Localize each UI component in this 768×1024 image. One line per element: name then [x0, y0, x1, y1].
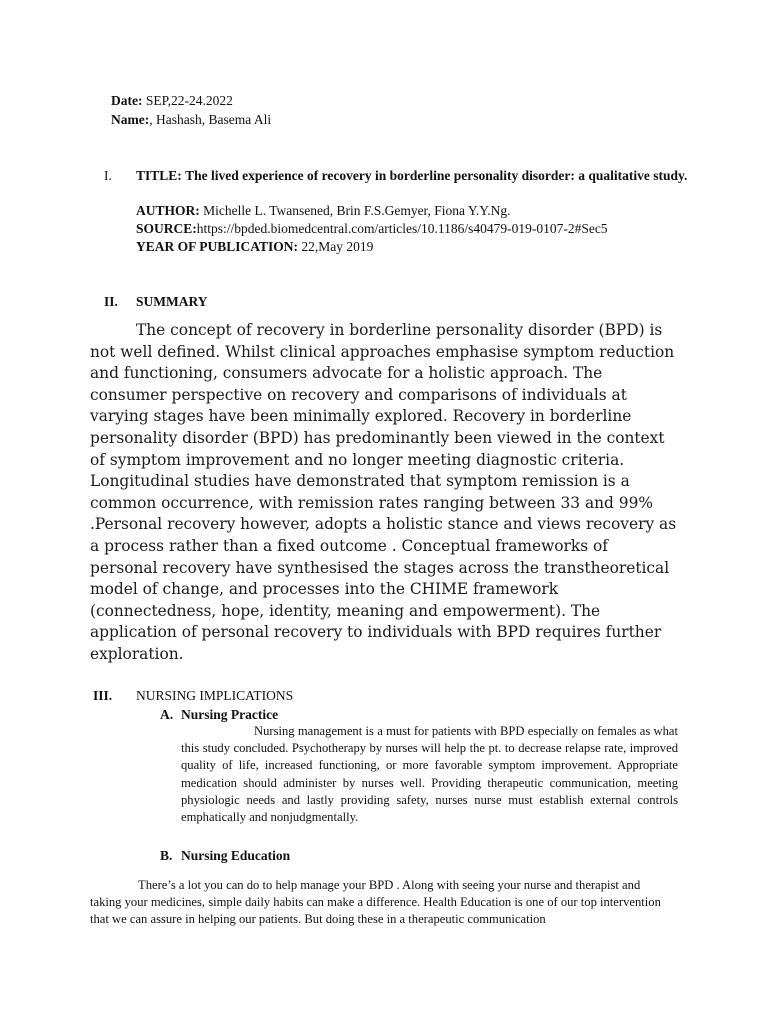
name-label: Name:: [111, 112, 150, 127]
section-2-numeral: II.: [104, 294, 118, 309]
subsection-b-label: B.: [160, 848, 173, 863]
author-label: AUTHOR:: [136, 203, 200, 218]
section-1-numeral: I.: [104, 168, 112, 183]
title-line: [136, 167, 706, 184]
nursing-practice-body: Nursing management is a must for patients with BPD especially on females as what this study concluded. Psychotherapy by nurses will help the pt. to decrease relapse rate, improved quality of life, increased functioning, or more favorable symptom improvement. Appropriate medication should administer by nurses well. Providing therapeutic communication, meeting physiologic needs and lastly providing safety, nurses nurse must establish external controls emphatically and nonjudgmentally.: [181, 724, 678, 825]
nursing-practice-heading: Nursing Practice: [181, 707, 279, 722]
section-3-numeral: III.: [93, 688, 113, 703]
name-value: , Hashash, Basema Ali: [149, 112, 272, 127]
name-line: [111, 111, 271, 128]
source-value[interactable]: https://bpded.biomedcentral.com/articles/10.1186/s40479-019-0107-2#Sec5: [196, 221, 608, 236]
nursing-education-heading: Nursing Education: [181, 848, 291, 863]
source-line: [136, 220, 608, 237]
subsection-a-label: A.: [160, 707, 174, 722]
year-label: YEAR OF PUBLICATION:: [136, 239, 299, 254]
title-value: The lived experience of recovery in borderline personality disorder: a qualitative study.: [185, 168, 688, 183]
source-label: SOURCE:: [136, 221, 197, 236]
author-line: [136, 202, 511, 219]
date-line: [111, 92, 233, 109]
nursing-implications-heading: NURSING IMPLICATIONS: [136, 688, 294, 703]
summary-body: The concept of recovery in borderline personality disorder (BPD) is not well defined. Whilst clinical approaches emphasise symptom reduction and functioning, consumers advocate for a holistic approach. The consumer perspective on recovery and comparisons of individuals at varying stages have been minimally explored. Recovery in borderline personality disorder (BPD) has predominantly been viewed in the context of symptom improvement and no longer meeting diagnostic criteria. Longitudinal studies have demonstrated that symptom remission is a common occurrence, with remission rates ranging between 33 and 99% .Personal recovery however, adopts a holistic stance and views recovery as a process rather than a fixed outcome . Conceptual frameworks of personal recovery have synthesised the stages across the transtheoretical model of change, and processes into the CHIME framework (connectedness, hope, identity, meaning and empowerment). The application of personal recovery to individuals with BPD requires further exploration.: [90, 321, 677, 663]
year-line: [136, 238, 373, 255]
summary-heading: SUMMARY: [136, 294, 208, 309]
nursing-education-body: There’s a lot you can do to help manage your BPD . Along with seeing your nurse and therapist and taking your medicines, simple daily habits can make a difference. Health Education is one of our top intervention that we can assure in helping our patients. But doing these in a therapeutic communication: [90, 878, 661, 927]
date-value: SEP,22-24.2022: [145, 93, 233, 108]
year-value: 22,May 2019: [301, 239, 374, 254]
author-value: Michelle L. Twansened, Brin F.S.Gemyer, Fiona Y.Y.Ng.: [203, 203, 511, 218]
date-label: Date:: [111, 93, 143, 108]
title-label: TITLE:: [136, 168, 182, 183]
